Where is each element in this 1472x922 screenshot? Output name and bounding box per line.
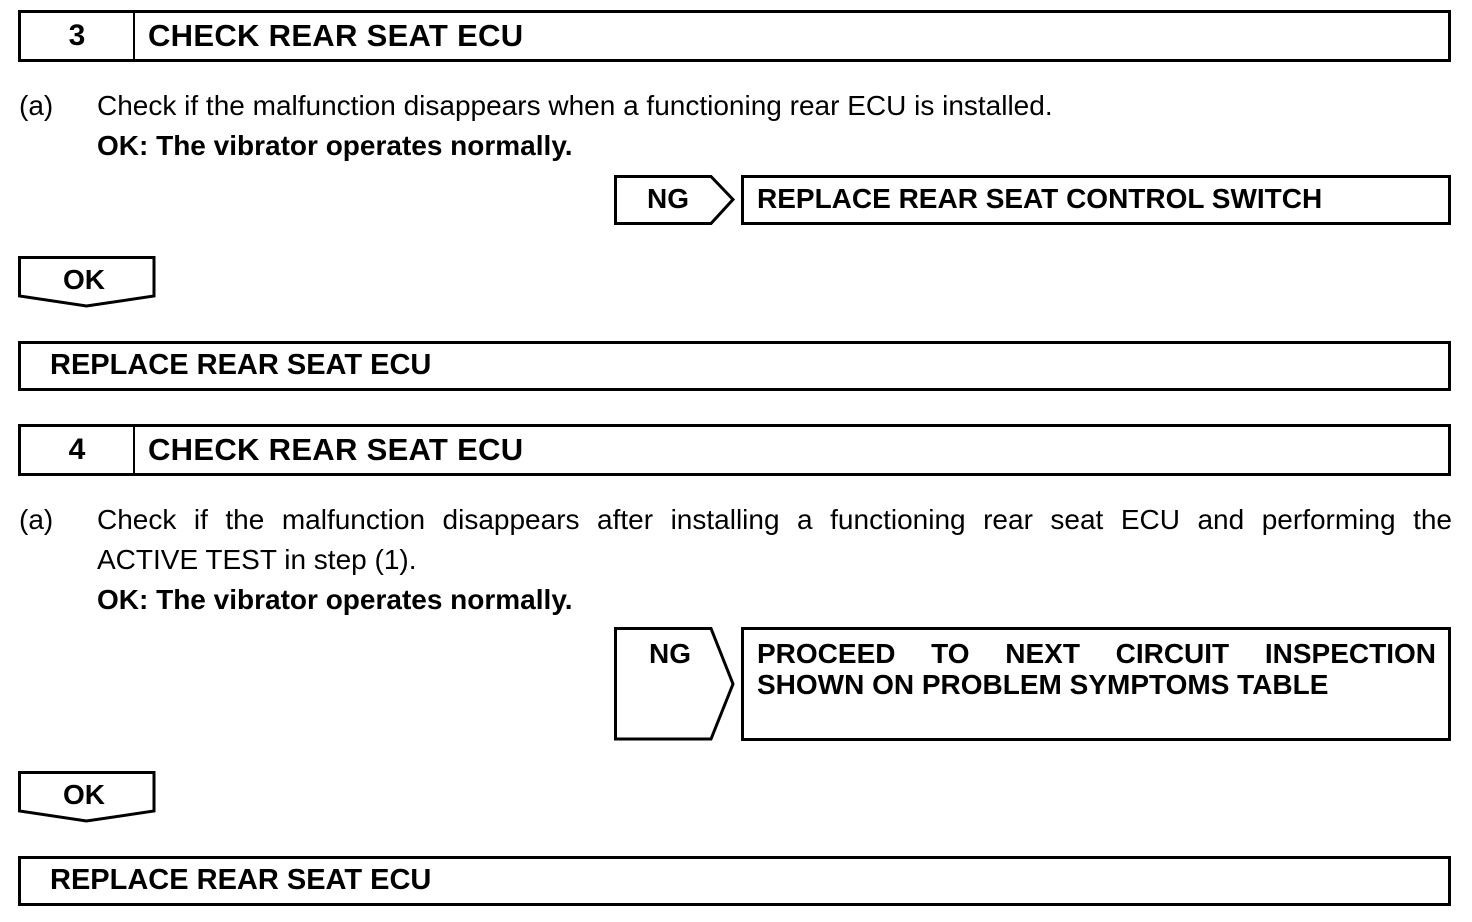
item-text-line-2: ACTIVE TEST in step (1). [97,544,417,575]
ng-action-text: REPLACE REAR SEAT CONTROL SWITCH [757,183,1323,214]
item-text-line-1: Check if the malfunction disappears after installing a functioning rear seat ECU and performing the [97,504,1452,535]
item-label: (a) [19,504,54,535]
ok-action-text: REPLACE REAR SEAT ECU [50,864,432,896]
ok-condition: OK: The vibrator operates normally. [97,584,573,615]
item-text: Check if the malfunction disappears when a functioning rear ECU is installed. [97,90,1053,121]
ng-action-line-2: SHOWN ON PROBLEM SYMPTOMS TABLE [757,669,1329,700]
ok-label: OK [63,264,105,295]
ok-label: OK [63,779,105,810]
step-number: 3 [21,13,135,59]
item-label: (a) [19,90,54,121]
ng-action-box [741,627,1451,741]
step-4-item [0,500,1472,620]
step-number: 4 [21,427,135,473]
step-3-header [18,10,1451,62]
ok-action-text: REPLACE REAR SEAT ECU [50,349,432,381]
step-title: CHECK REAR SEAT ECU [148,18,524,53]
ng-action-line-1: PROCEED TO NEXT CIRCUIT INSPECTION [757,638,1436,669]
ok-action-box [18,341,1451,391]
ng-action-box [741,175,1451,225]
ok-action-box [18,856,1451,906]
step-3-item [0,86,1472,166]
step-4-header [18,424,1451,476]
ng-label: NG [647,183,689,214]
step-title: CHECK REAR SEAT ECU [148,432,524,467]
ok-condition: OK: The vibrator operates normally. [97,130,573,161]
ng-label: NG [649,638,691,669]
